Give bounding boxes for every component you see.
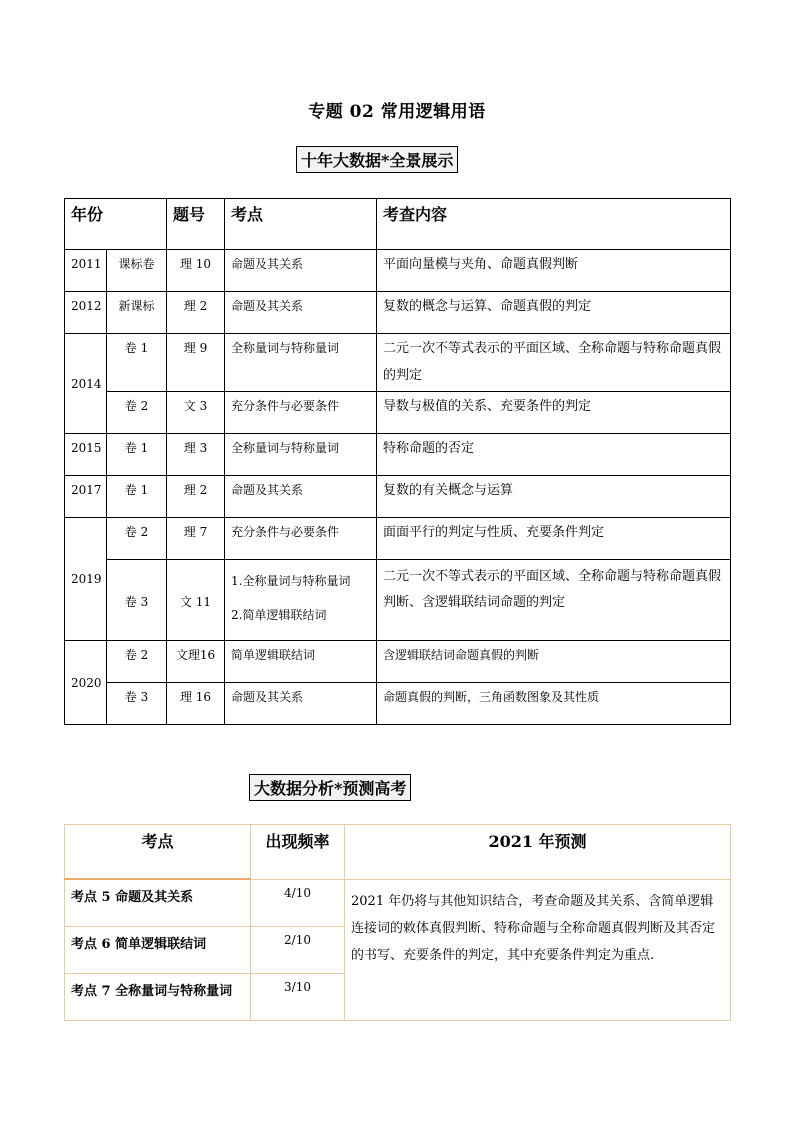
paper-cell: 课标卷 [107, 250, 167, 292]
header-question: 题号 [167, 199, 225, 250]
point-cell: 命题及其关系 [225, 476, 377, 518]
prediction-table [64, 824, 731, 1021]
year-cell: 2020 [65, 641, 107, 725]
exam-history-table [64, 198, 731, 725]
year-cell: 2019 [65, 518, 107, 641]
paper-cell: 卷 1 [107, 434, 167, 476]
paper-cell: 卷 2 [107, 392, 167, 434]
question-cell: 理 2 [167, 476, 225, 518]
table-row [65, 879, 731, 927]
header-frequency: 出现频率 [251, 825, 345, 880]
point-cell: 考点 6 简单逻辑联结词 [65, 927, 251, 974]
point-cell: 全称量词与特称量词 [225, 434, 377, 476]
point-line-1: 1.全称量词与特称量词 [231, 574, 351, 588]
year-cell: 2017 [65, 476, 107, 518]
prediction-cell: 2021 年仍将与其他知识结合，考查命题及其关系、含简单逻辑连接词的敕体真假判断、特称命题与全称命题真假判断及其否定的书写、充要条件的判定，其中充要条件判定为重点. [345, 879, 731, 1021]
paper-cell: 卷 2 [107, 641, 167, 683]
section-title-overview: 十年大数据*全景展示 [296, 146, 458, 173]
year-cell: 2012 [65, 292, 107, 334]
question-cell: 理 9 [167, 334, 225, 392]
point-cell: 全称量词与特称量词 [225, 334, 377, 392]
point-cell: 考点 7 全称量词与特称量词 [65, 974, 251, 1021]
table-header-row [65, 825, 731, 880]
year-cell: 2011 [65, 250, 107, 292]
point-cell: 命题及其关系 [225, 250, 377, 292]
question-cell: 文 11 [167, 560, 225, 641]
content-cell: 导数与极值的关系、充要条件的判定 [377, 392, 731, 434]
table-row [65, 434, 731, 476]
paper-cell: 卷 3 [107, 560, 167, 641]
header-prediction: 2021 年预测 [345, 825, 731, 880]
frequency-cell: 4/10 [251, 879, 345, 927]
point-line-2: 2.简单逻辑联结词 [231, 608, 327, 622]
page-title: 专题 02 常用逻辑用语 [308, 102, 486, 122]
content-cell: 面面平行的判定与性质、充要条件判定 [377, 518, 731, 560]
paper-cell: 卷 2 [107, 518, 167, 560]
table-row [65, 518, 731, 560]
point-cell: 考点 5 命题及其关系 [65, 879, 251, 927]
point-cell: 充分条件与必要条件 [225, 392, 377, 434]
table-row [65, 683, 731, 725]
header-content: 考查内容 [377, 199, 731, 250]
year-cell: 2014 [65, 334, 107, 434]
header-point: 考点 [225, 199, 377, 250]
content-cell: 命题真假的判断，三角函数图象及其性质 [377, 683, 731, 725]
content-cell: 特称命题的否定 [377, 434, 731, 476]
content-cell: 二元一次不等式表示的平面区域、全称命题与特称命题真假判断、含逻辑联结词命题的判定 [377, 560, 731, 641]
header-year: 年份 [65, 199, 167, 250]
content-cell: 平面向量模与夹角、命题真假判断 [377, 250, 731, 292]
section-title-analysis: 大数据分析*预测高考 [249, 774, 411, 801]
table-row [65, 334, 731, 392]
content-cell: 复数的概念与运算、命题真假的判定 [377, 292, 731, 334]
point-cell: 简单逻辑联结词 [225, 641, 377, 683]
content-cell: 复数的有关概念与运算 [377, 476, 731, 518]
frequency-cell: 2/10 [251, 927, 345, 974]
question-cell: 文 3 [167, 392, 225, 434]
question-cell: 理 16 [167, 683, 225, 725]
point-cell [225, 560, 377, 641]
question-cell: 理 10 [167, 250, 225, 292]
content-cell: 二元一次不等式表示的平面区域、全称命题与特称命题真假的判定 [377, 334, 731, 392]
table-header-row [65, 199, 731, 250]
paper-cell: 新课标 [107, 292, 167, 334]
table-row [65, 476, 731, 518]
table-row [65, 641, 731, 683]
table-row [65, 250, 731, 292]
year-cell: 2015 [65, 434, 107, 476]
table-row [65, 292, 731, 334]
paper-cell: 卷 3 [107, 683, 167, 725]
frequency-cell: 3/10 [251, 974, 345, 1021]
paper-cell: 卷 1 [107, 334, 167, 392]
header-point: 考点 [65, 825, 251, 880]
question-cell: 文理16 [167, 641, 225, 683]
question-cell: 理 7 [167, 518, 225, 560]
question-cell: 理 2 [167, 292, 225, 334]
point-cell: 充分条件与必要条件 [225, 518, 377, 560]
point-cell: 命题及其关系 [225, 292, 377, 334]
paper-cell: 卷 1 [107, 476, 167, 518]
question-cell: 理 3 [167, 434, 225, 476]
content-cell: 含逻辑联结词命题真假的判断 [377, 641, 731, 683]
point-cell: 命题及其关系 [225, 683, 377, 725]
table-row [65, 560, 731, 641]
table-row [65, 392, 731, 434]
